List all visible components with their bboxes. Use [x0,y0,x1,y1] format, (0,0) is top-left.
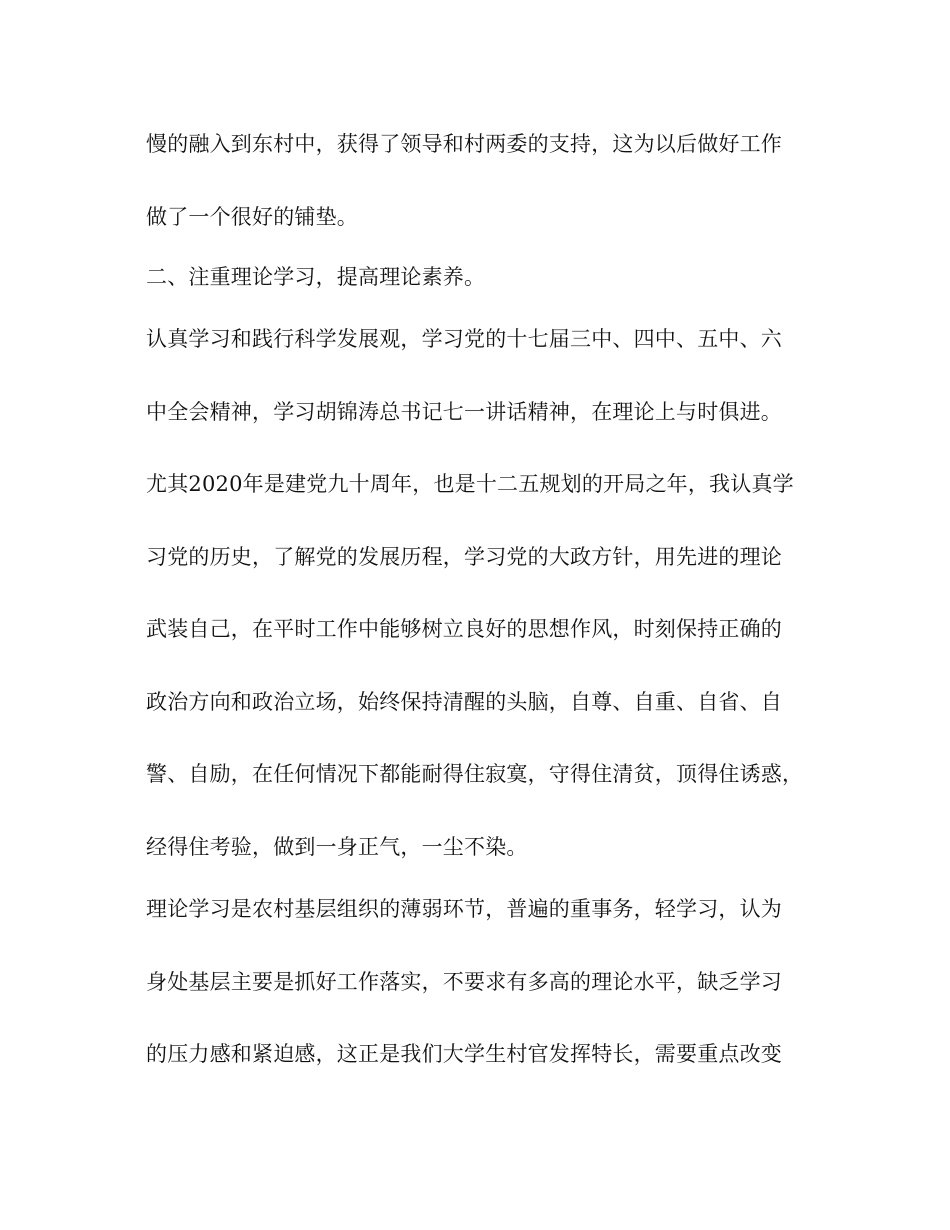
text-line: 中全会精神，学习胡锦涛总书记七一讲话精神，在理论上与时俱进。 [146,400,782,424]
text-line: 政治方向和政治立场，始终保持清醒的头脑，自尊、自重、自省、自 [146,690,782,714]
text-line: 慢的融入到东村中，获得了领导和村两委的支持，这为以后做好工作 [146,132,782,156]
text-line: 认真学习和践行科学发展观，学习党的十七届三中、四中、五中、六 [146,327,782,351]
text-line: 武装自己，在平时工作中能够树立良好的思想作风，时刻保持正确的 [146,617,782,641]
text-line: 警、自励，在任何情况下都能耐得住寂寞，守得住清贫，顶得住诱惑， [146,762,804,786]
text-line: 习党的历史，了解党的发展历程，学习党的大政方针，用先进的理论 [146,545,782,569]
text-line: 做了一个很好的铺垫。 [146,205,358,229]
text-line: 尤其2020年是建党九十周年，也是十二五规划的开局之年，我认真学 [146,472,794,496]
section-heading: 二、注重理论学习，提高理论素养。 [146,265,486,289]
text-line: 理论学习是农村基层组织的薄弱环节，普遍的重事务，轻学习，认为 [146,897,782,921]
text-line: 经得住考验，做到一身正气，一尘不染。 [146,835,528,859]
text-line: 身处基层主要是抓好工作落实，不要求有多高的理论水平，缺乏学习 [146,970,782,994]
text-line: 的压力感和紧迫感，这正是我们大学生村官发挥特长，需要重点改变 [146,1042,782,1066]
